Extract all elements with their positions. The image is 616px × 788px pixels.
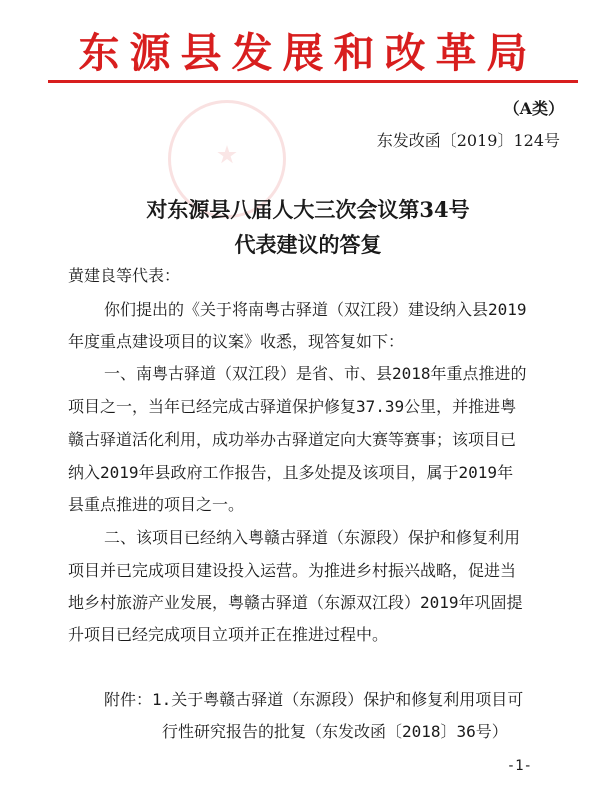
paragraph-2-line: 项目之一，当年已经完成古驿道保护修复37.39公里，并推进粤	[68, 397, 517, 416]
paragraph-1-line: 年度重点建设项目的议案》收悉，现答复如下：	[68, 332, 405, 351]
paragraph-3-line: 升项目已经完成项目立项并正在推进过程中。	[68, 625, 389, 644]
page-number: -1-	[506, 758, 532, 774]
paragraph-2-line: 一、南粤古驿道（双江段）是省、市、县2018年重点推进的	[104, 364, 527, 383]
document-class-tag: （A类）	[503, 99, 564, 118]
paragraph-3-line: 二、该项目已经纳入粤赣古驿道（东源段）保护和修复利用	[104, 528, 521, 547]
paragraph-2-line: 纳入2019年县政府工作报告，且多处提及该项目，属于2019年	[68, 463, 514, 482]
red-header-rule	[48, 80, 578, 83]
paragraph-2-line: 县重点推进的项目之一。	[68, 495, 245, 514]
paragraph-1-line: 你们提出的《关于将南粤古驿道（双江段）建设纳入县2019	[104, 300, 527, 319]
attachment-line-1: 附件：1.关于粤赣古驿道（东源段）保护和修复利用项目可	[104, 690, 524, 709]
attachment-line-2: 行性研究报告的批复（东发改函〔2018〕36号）	[162, 722, 508, 741]
paragraph-2-line: 赣古驿道活化利用，成功举办古驿道定向大赛等赛事；该项目已	[68, 430, 517, 449]
org-header-title: 东源县发展和改革局	[78, 29, 538, 77]
document-number: 东发改函〔2019〕124号	[376, 131, 560, 150]
paragraph-3-line: 地乡村旅游产业发展，粤赣古驿道（东源双江段）2019年巩固提	[68, 593, 523, 612]
document-title-line-1: 对东源县八届人大三次会议第34号	[146, 197, 470, 222]
document-title-line-2: 代表建议的答复	[234, 232, 382, 257]
paragraph-3-line: 项目并已完成项目建设投入运营。为推进乡村振兴战略，促进当	[68, 561, 517, 580]
addressee: 黄建良等代表：	[68, 266, 181, 285]
